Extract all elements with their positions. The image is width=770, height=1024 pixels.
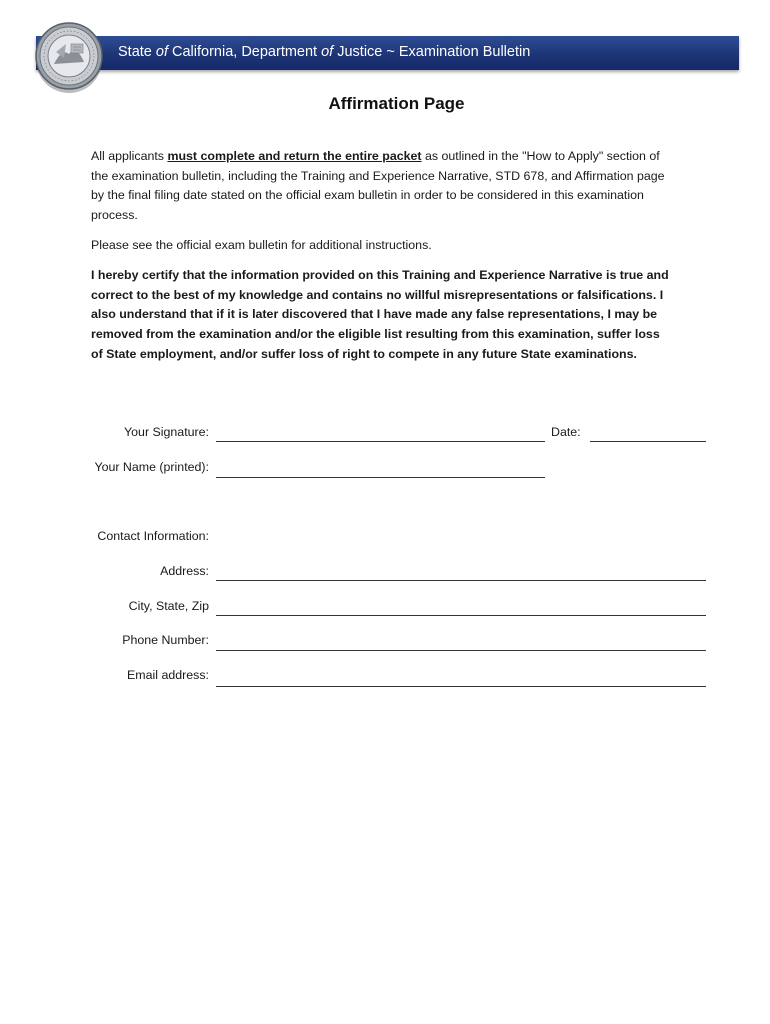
page-title: Affirmation Page xyxy=(328,94,465,113)
header-banner xyxy=(36,36,739,70)
address-line[interactable] xyxy=(216,580,706,581)
date-label: Date: xyxy=(551,425,581,439)
header-title: State of California, Department of Justice ~ Examination Bulletin xyxy=(118,44,531,60)
doj-seal-icon xyxy=(34,14,104,94)
intro-emphasis: must complete and return the entire packet xyxy=(167,149,422,163)
phone-label: Phone Number: xyxy=(122,633,209,647)
name-line[interactable] xyxy=(216,477,545,478)
address-label: Address: xyxy=(160,564,209,578)
signature-label: Your Signature: xyxy=(124,425,209,439)
email-label: Email address: xyxy=(127,668,209,682)
email-line[interactable] xyxy=(216,686,706,687)
instructions-paragraph: Please see the official exam bulletin for additional instructions. xyxy=(91,238,432,252)
contact-label: Contact Information: xyxy=(97,529,209,543)
intro-paragraph: All applicants must complete and return the entire packet as outlined in the "How to Apply" section of the examination bulletin, including the Training and Experience Narrative, STD 678, and Affirmation page by the final filing date stated on the official exam bulletin in order to be considered in this examination process. xyxy=(91,149,665,223)
signature-line[interactable] xyxy=(216,441,545,442)
city-state-zip-line[interactable] xyxy=(216,615,706,616)
city-state-zip-label: City, State, Zip xyxy=(128,599,209,613)
name-label: Your Name (printed): xyxy=(94,460,209,474)
date-line[interactable] xyxy=(590,441,706,442)
phone-line[interactable] xyxy=(216,650,706,651)
certification-paragraph: I hereby certify that the information provided on this Training and Experience Narrative is true and correct to the best of my knowledge and contains no willful misrepresentations or falsifications. I also understand that if it is later discovered that I have made any false representations, I may be removed from the examination and/or the eligible list resulting from this examination, suffer loss of State employment, and/or suffer loss of right to compete in any future State examinations. xyxy=(91,268,669,361)
